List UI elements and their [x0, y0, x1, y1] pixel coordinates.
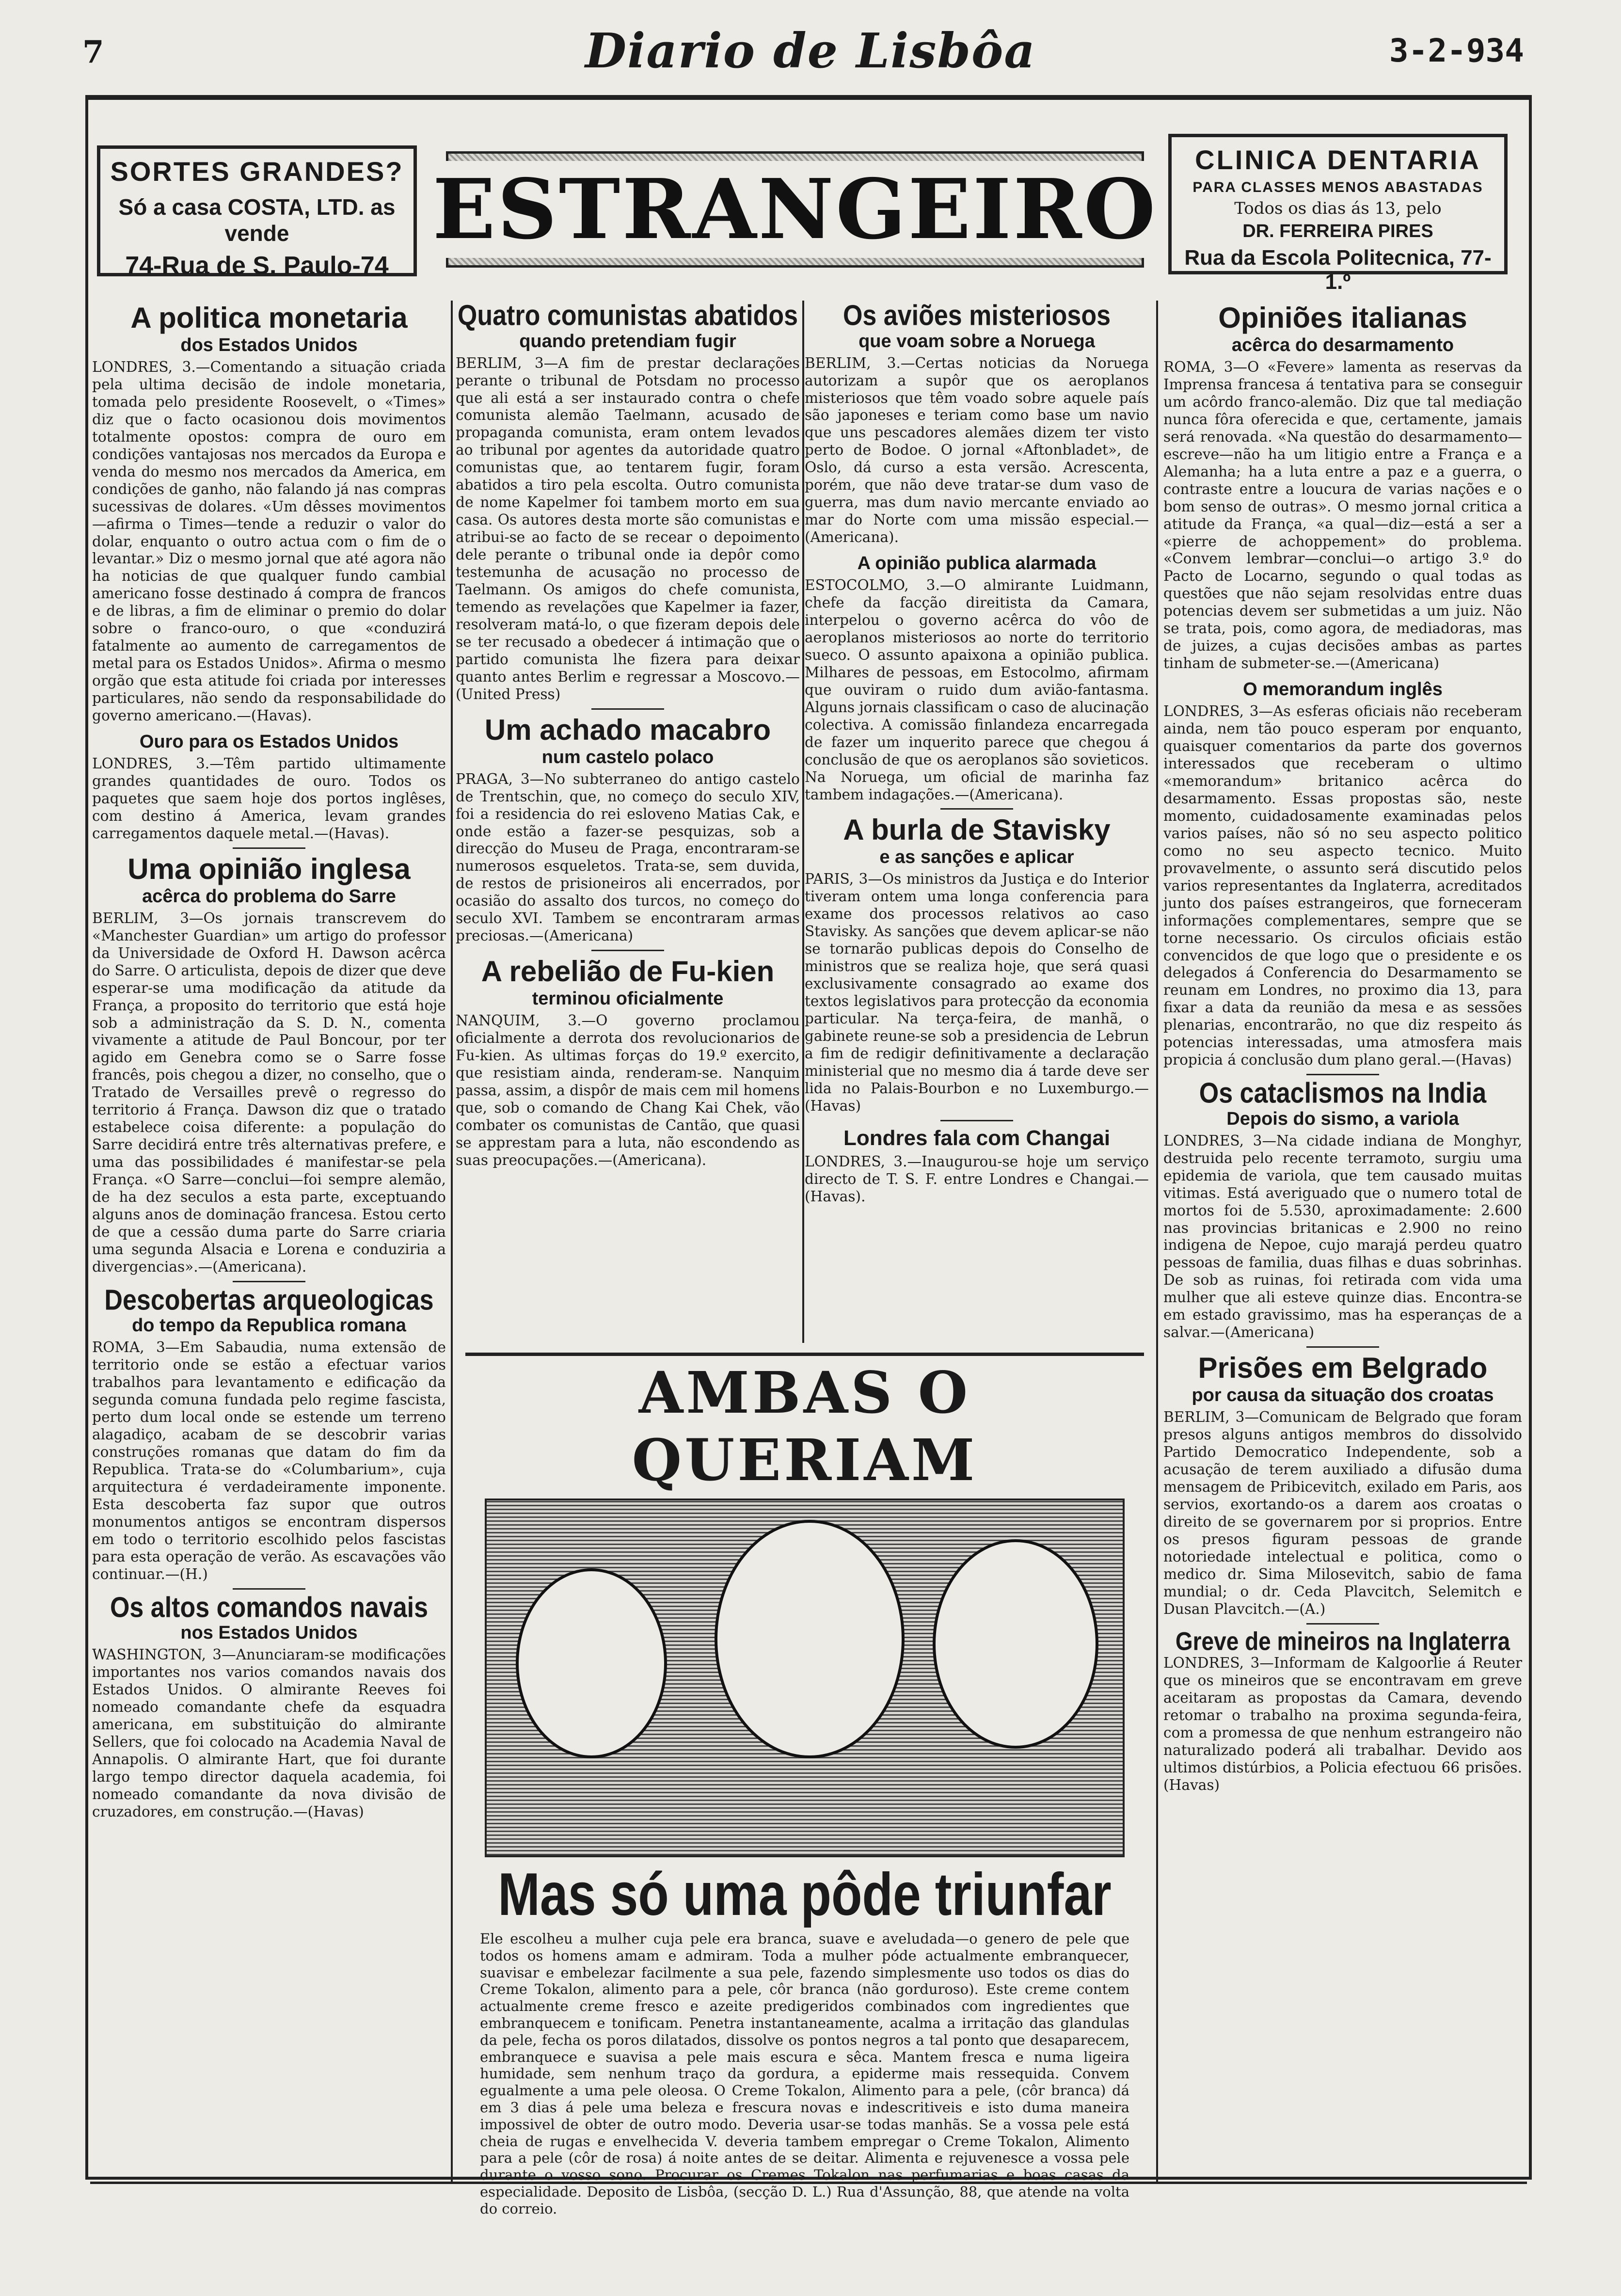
dental-ad-subline: PARA CLASSES MENOS ABASTADAS: [1192, 179, 1483, 195]
article-body: NANQUIM, 3.—O governo proclamou oficialmente a derrota dos revolucionarios de Fu-kien. As ultimas forças do 19.º exercito, que resistiam ainda, renderam-se. Nanquim passa, assim, a dispôr de mais cem mil homens que, sob o comando de Chang Kai Chek, vão combater os comunistas de Cantão, que quasi se apprestam para a luta, não escondendo as suas preocupações.—(Americana).: [456, 1012, 800, 1168]
article-subheadline: acêrca do problema do Sarre: [142, 886, 396, 907]
separator: [233, 1281, 305, 1282]
separator: [591, 950, 664, 951]
article-body: LONDRES, 3.—Inaugurou-se hoje um serviço directo de T. S. F. entre Londres e Changai.—(Havas).: [805, 1153, 1149, 1205]
article-subheadline: Depois do sismo, a variola: [1226, 1108, 1459, 1129]
article-subheadline: quando pretendiam fugir: [519, 331, 736, 351]
woman-portrait-right: [933, 1539, 1098, 1749]
article-subheadline: A opinião publica alarmada: [857, 553, 1097, 574]
separator: [591, 708, 664, 710]
article-body: BERLIM, 3—A fim de prestar declarações perante o tribunal de Potsdam no processo que ali está a ser instaurado contra o chefe comunista alemão Taelmann, acusado de propaganda comunista, eram ontem levados ao tribunal por agentes da autoridade quatro comunistas que, ao tentarem fugir, foram abatidos a tiro pela escolta. Outro comunista de nome Kapelmer foi tambem morto em sua casa. Os autores desta morte são comunistas e atribui-se ao facto de se recear o depoimento dele perante o tribunal onde ia depôr como testemunha de acusação no processo de Taelmann. Os amigos do chefe comunista, temendo as revelações que Kapelmer ia fazer, resolveram matá-lo, o que fizeram depois dele se ter recusado a obedecer á intimação que o partido comunista lhe fizera para deixar quanto antes Berlim e regressar a Moscovo.—(United Press): [456, 354, 800, 702]
separator: [233, 1588, 305, 1590]
article-headline: A rebelião de Fu-kien: [481, 955, 775, 988]
newspaper-title: Diario de Lisbôa: [585, 23, 1036, 79]
separator: [1306, 1346, 1379, 1348]
issue-date: 3-2-934: [1389, 32, 1524, 69]
article-subheadline: que voam sobre a Noruega: [858, 331, 1095, 351]
article-body: ESTOCOLMO, 3.—O almirante Luidmann, chefe da facção direitista da Camara, interpelou o governo acêrca do vôo de aeroplanos misteriosos ao norte do territorio sueco. O assunto apaixona a opinião publica. Milhares de pessoas, em Estocolmo, afirmam que ouviram o ruido dum avião-fantasma. Alguns jornais classificam o caso de alucinação colectiva. A comissão finlandeza encarregada de fazer um inquerito parece que chegou á conclusão de que os aeroplanos são sovieticos. Na Noruega, um oficial de marinha faz tambem indagações.—(Americana).: [805, 577, 1149, 803]
article-headline: Prisões em Belgrado: [1198, 1352, 1488, 1385]
article-subheadline: dos Estados Unidos: [180, 335, 358, 355]
page-number: 7: [82, 34, 104, 70]
article-body: ROMA, 3—Em Sabaudia, numa extensão de territorio onde se estão a efectuar varios trabalhos para levantamento e edificação da segunda comuna fundada pelo regime fascista, perto dum local onde se estende um terreno alagadiço, acabam de se descobrir varias construções romanas que datam do fim da Republica. Trata-se do «Columbarium», cuja arquitectura é verdadeiramente imponente. Esta descoberta faz supor que outros monumentos antigos se encontram dispersos em todo o territorio escolhido pelos fascistas para esta operação de verão. As escavações vão continuar.—(H.): [92, 1339, 446, 1582]
advert-illustration: [485, 1499, 1125, 1857]
column-3: [805, 301, 1149, 1206]
section-banner: [432, 151, 1158, 268]
article-headline: Um achado macabro: [484, 713, 771, 746]
dental-ad-headline: CLINICA DENTARIA: [1195, 144, 1481, 175]
dental-ad-address: Rua da Escola Politecnica, 77-1.º: [1184, 246, 1492, 294]
article-subheadline: acêrca do desarmamento: [1231, 335, 1454, 355]
page-footer-rule: [90, 2182, 1527, 2184]
article-headline: A politica monetaria: [130, 302, 408, 334]
separator: [1306, 1623, 1379, 1625]
article-headline: Greve de mineiros na Inglaterra: [1175, 1626, 1510, 1656]
dental-ad-hours: Todos os dias ás 13, pelo: [1234, 199, 1442, 218]
lottery-ad-address: 74-Rua de S. Paulo-74: [125, 252, 389, 280]
lottery-ad-text: Só a casa COSTA, LTD. as vende: [118, 194, 396, 246]
article-body: ROMA, 3—O «Fevere» lamenta as reservas da Imprensa francesa á tentativa para se conseguir um acôrdo franco-alemão. Diz que tal mediação nunca fôra oferecida e que, certamente, jamais será renovada. «Na questão do desarmamento—escreve—não ha um litigio entre a França e a Alemanha; ha a luta entre a paz e a guerra, o contraste entre a loucura de varias nações e o bom senso de outras». O mesmo jornal critica a atitude da França, «a qual—diz—está a ser a «pierre de achoppement» do problema. «Convem lembrar—conclui—o artigo 3.º do Pacto de Locarno, segundo o qual todas as questões que não sejam resolvidas entre duas potencias devem ser submetidas a um juiz. Não se trata, pois, como agora, de mediadoras, mas de juizes, a cujas decisões ambas as partes tinham de submeter-se.—(Americana): [1163, 359, 1522, 672]
article-subheadline: por causa da situação dos croatas: [1192, 1385, 1494, 1406]
article-body: BERLIM, 3.—Certas noticias da Noruega autorizam a supôr que os aeroplanos misteriosos que têm voado sobre aquele país são japoneses e teriam como base um navio que uns pescadores alemães dizem ter visto perto de Bodoe. O jornal «Aftonbladet», de Oslo, dá curso a esta versão. Acrescenta, porém, que não deve tratar-se dum vaso de guerra, mas dum navio mercante enviado ao mar do Norte com uma missão especial.—(Americana).: [805, 354, 1149, 546]
advert-subheadline: Mas só uma pôde triunfar: [498, 1861, 1112, 1929]
separator: [233, 847, 305, 849]
article-subheadline: Ouro para os Estados Unidos: [139, 732, 399, 752]
article-headline: Os aviões misteriosos: [842, 299, 1111, 332]
article-subheadline: terminou oficialmente: [532, 989, 724, 1009]
article-subheadline: e as sanções e aplicar: [879, 847, 1074, 868]
separator: [940, 1120, 1013, 1121]
article-headline: Opiniões italianas: [1218, 302, 1467, 334]
article-body: BERLIM, 3—Os jornais transcrevem do «Manchester Guardian» um artigo do professor da Universidade de Oxford H. Dawson acêrca do Sarre. O articulista, depois de dizer que deve esperar-se uma modificação da atitude da França, a proposito do territorio que está hoje sob a administração da S. D. N., comenta vivamente a atitude de Paul Boncour, por ter agido em Genebra como se o Sarre fosse francês, pois chegou a dizer, no conselho, que o Tratado de Versailles prevê o regresso do territorio á França. Dawson diz que o tratado estabelece coisa diferente: a população do Sarre decidirá entre três alternativas prefere, e uma das possibilidades é manifestar-se pela França. «O Sarre—conclui—foi sempre alemão, de ha dez seculos a esta parte, exceptuando alguns anos de dominação francesa. Estou certo de que a cessão duma parte do Sarre criaria uma segunda Alsacia e Lorena e conduziria a divergencias».—(Americana).: [92, 909, 446, 1275]
advert-body: Ele escolheu a mulher cuja pele era branca, suave e aveludada—o genero de pele que todos os homens amam e admiram. Toda a mulher póde actualmente embranquecer, suavisar e embelezar facilmente a sua pele, fazendo simplesmente uso todos os dias do Creme Tokalon, alimento para a pele, côr branca (não gorduroso). Este creme contem actualmente creme fresco e azeite predigeridos combinados com ingredientes que embranquecem e tonificam. Penetra instantaneamente, acalma a irritação das glandulas da pele, fecha os poros dilatados, dissolve os pontos negros a tal ponto que desaparecem, embranquece e suavisa a pele mais escura e sêca. Mantem fresca e numa ligeira humidade, sem nenhum traço da gordura, a epiderme mais ressequida. Convem egualmente a uma pele oleosa. O Creme Tokalon, Alimento para a pele, (côr branca) dá em 3 dias á pele uma beleza e frescura novas e indescritiveis e isto duma maneira impossivel de obter de outro modo. Deveria usar-se todas manhãs. Se a vossa pele está cheia de rugas e envelhecida V. deveria tambem empregar o Creme Tokalon, Alimento para a pele (côr de rosa) á noite antes de se deitar. Alimenta e rejuvenesce a vossa pele durante o vosso sono. Procurar os Cremes Tokalon nas perfumarias e boas casas da especialidade. Deposito de Lisbôa, (secção D. L.) Rua d'Assunção, 88, que atende na volta do correio.: [480, 1930, 1129, 2217]
woman-portrait-left: [516, 1568, 667, 1758]
article-body: PRAGA, 3—No subterraneo do antigo castelo de Trentschin, que, no começo do seculo XIV, foi a residencia do rei esloveno Matias Cak, e onde estão a fazer-se pesquizas, sob a direcção do Museu de Praga, encontraram-se numerosos esqueletos. Trata-se, sem duvida, de restos de prisioneiros ali encerrados, por ocasião do assalto dos turcos, no começo do seculo XVI. Tambem se encontraram armas preciosas.—(Americana): [456, 770, 800, 944]
lottery-ad-headline: SORTES GRANDES?: [110, 156, 404, 187]
article-subheadline: do tempo da Republica romana: [132, 1315, 406, 1336]
column-2: [456, 301, 800, 1169]
article-body: LONDRES, 3—Na cidade indiana de Monghyr, destruida pelo recente terramoto, surgiu uma epidemia de variola, que tem causado muitas vitimas. Está averiguado que o numero total de mortos foi de 5.530, aproximadamente: 2.600 nas provincias britanicas e 2.900 no reino indigena de Nepoe, cujo marajá perdeu quatro pessoas de familia, duas filhas e duas sobrinhas. De sob as ruinas, foi retirada com vida uma mulher que ali esteve quinze dias. Encontra-se em estado gravissimo, mas ha esperanças de a salvar.—(Americana): [1163, 1132, 1522, 1341]
article-subheadline: O memorandum inglês: [1243, 679, 1443, 700]
article-headline: Uma opinião inglesa: [127, 852, 411, 885]
article-body: LONDRES, 3—Informam de Kalgoorlie á Reuter que os mineiros que se encontravam em greve aceitaram as propostas da Camara, devendo retomar o trabalho na proxima segunda-feira, com a promessa de que nenhum estrangeiro não naturalizado poderá ali trabalhar. Devido aos ultimos distúrbios, a Policia efectuou 66 prisões. (Havas): [1163, 1654, 1522, 1793]
article-body: BERLIM, 3—Comunicam de Belgrado que foram presos alguns antigos membros do dissolvido Partido Democratico Independente, sob a acusação de terem auxiliado a difusão duma mensagem de Pribicevitch, exilado em Paris, aos servios, exortando-os a darem aos croatas o direito de se governarem por si proprios. Entre os presos figuram pessoas de grande notoriedade intelectual e politica, como o medico dr. Sima Milosevitch, sabio de fama mundial; o dr. Ceda Plavcitch, Selemitch e Dusan Plavcitch.—(A.): [1163, 1409, 1522, 1617]
article-body: LONDRES, 3—As esferas oficiais não receberam ainda, nem tão pouco esperam por enquanto, quaisquer comentarios da parte dos governos interessados que receberam o ultimo «memorandum» britanico acêrca do desarmamento. Essas propostas são, neste momento, cuidadosamente examinadas pelos varios países, não só no seu aspecto politico como no seu aspecto tecnico. Muito provavelmente, o assunto será discutido pelos varios representantes da Inglaterra, acreditados junto dos países estrangeiros, que forneceram informações complementares, sempre que se torne necessario. Os circulos oficiais estão convencidos de que logo que o presidente e os delegados á Conferencia do Desarmamento se reunam em Londres, no proximo dia 13, para fixar a data da reunião da mesa e as sessões plenarias, encontrarão, no que diz respeito ás potencias interessadas, uma atmosfera mais propicia á conclusão dum plano geral.—(Havas): [1163, 703, 1522, 1068]
article-body: PARIS, 3—Os ministros da Justiça e do Interior tiveram ontem uma longa conferencia para exame dos processos relativos ao caso Stavisky. As sanções que devem aplicar-se não se tornarão publicas depois do Conselho de ministros que se realiza hoje, que será quasi exclusivamente consagrado ao exame dos textos legislativos para protecção da economia particular. Na terça-feira, de manhã, o gabinete reune-se sob a presidencia de Lebrun a fim de redigir definitivamente a declaração ministerial que no mesmo dia á tarde deve ser lida no Palais-Bourbon e no Luxemburgo.—(Havas): [805, 871, 1149, 1114]
article-headline: Descobertas arqueologicas: [104, 1284, 434, 1317]
article-subheadline: num castelo polaco: [541, 747, 714, 767]
dental-clinic-ad: [1168, 134, 1508, 294]
separator: [1306, 1074, 1379, 1075]
article-headline: Os cataclismos na India: [1199, 1077, 1487, 1110]
article-body: LONDRES, 3.—Têm partido ultimamente grandes quantidades de ouro. Todos os paquetes que saem hoje dos portos inglêses, com destino á America, levam grandes carregamentos daquele metal.—(Havas).: [92, 755, 446, 842]
lottery-ad: [97, 145, 417, 280]
advert-headline: AMBAS O QUERIAM: [632, 1359, 978, 1494]
article-headline: Londres fala com Changai: [843, 1126, 1111, 1150]
tokalon-advertisement: [465, 1353, 1144, 2217]
column-rule: [802, 301, 804, 1343]
article-headline: Quatro comunistas abatidos: [457, 299, 798, 332]
column-rule: [1156, 301, 1158, 2182]
column-4: [1163, 301, 1522, 1794]
section-title: ESTRANGEIRO: [418, 161, 1172, 258]
column-1: [92, 301, 446, 1821]
article-subheadline: nos Estados Unidos: [180, 1623, 358, 1643]
article-body: LONDRES, 3.—Comentando a situação criada pela ultima decisão de indole monetaria, tomada pelo presidente Roosevelt, o «Times» diz que o facto ocasionou dois movimentos totalmente opostos: compra de ouro em condições vantajosas nos mercados da Europa e venda do mesmo nos mercados da America, em condições de ganho, não falando já nas compras sucessivas de dolares. «Um dêsses movimentos—afirma o Times—tende a reduzir o valor do dolar, enquanto o outro actua com o fim de o levantar.» Diz o mesmo jornal que até agora não ha noticias de que qualquer fundo cambial americano fosse destinado á compra de francos e de libras, a fim de eliminar o premio do dolar sobre o franco-ouro, o que «conduzirá fatalmente ao aumento de carregamentos de metal para os Estados Unidos». Afirma o mesmo orgão que esta atitude foi criada por interesses particulares, não sendo da responsabilidade do governo americano.—(Havas).: [92, 359, 446, 724]
article-headline: Os altos comandos navais: [110, 1591, 429, 1624]
man-portrait: [715, 1520, 905, 1758]
separator: [940, 808, 1013, 810]
article-body: WASHINGTON, 3—Anunciaram-se modificações importantes nos varios comandos navais dos Estados Unidos. O almirante Reeves foi nomeado comandante chefe da esquadra americana, em substituição do almirante Sellers, que foi colocado na Academia Naval de Annapolis. O almirante Hart, que foi durante largo tempo director daquela academia, foi nomeado comandante da nova divisão de cruzadores, em construção.—(Havas): [92, 1646, 446, 1820]
column-rule: [451, 301, 453, 2182]
dental-ad-doctor: DR. FERREIRA PIRES: [1242, 221, 1433, 241]
article-headline: A burla de Stavisky: [843, 813, 1111, 846]
